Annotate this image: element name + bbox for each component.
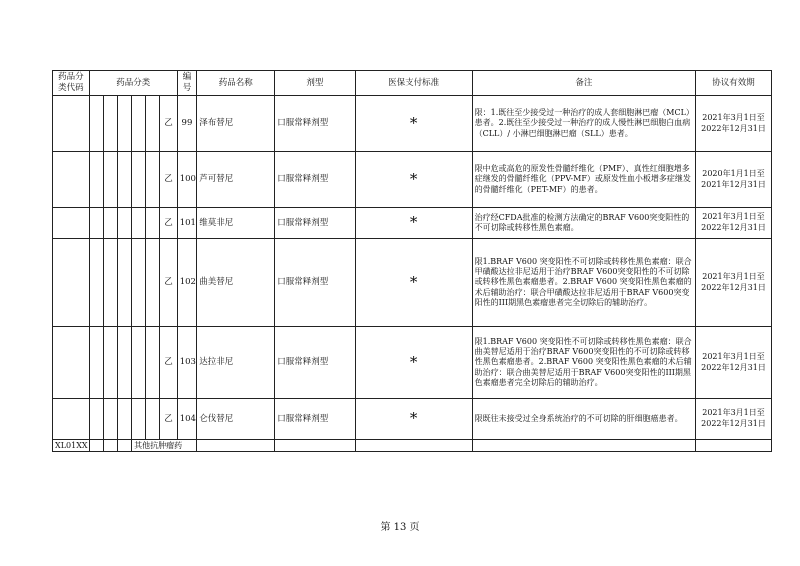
header-remarks: 备注 (472, 71, 695, 96)
insurance-standard-cell: * (355, 152, 472, 208)
valid-from: 2021年3月1日至 (702, 112, 765, 122)
insurance-standard-cell: * (355, 399, 472, 440)
validity-cell (696, 96, 772, 152)
header-row (53, 71, 772, 96)
grade-cell: 乙 (160, 399, 177, 440)
header-form: 剂型 (275, 71, 355, 96)
drug-list-table (52, 70, 772, 452)
table-row (53, 152, 772, 208)
dosage-form-cell: 口服常释剂型 (275, 327, 355, 399)
page-number: 第 13 页 (380, 522, 420, 533)
remarks-cell: 限1.BRAF V600 突变阳性不可切除或转移性黑色素瘤：联合甲磺酸达拉非尼适用于治疗BRAF V600突变阳性的不可切除或转移性黑色素瘤患者。2.BRAF V600 突变阳性黑色素瘤的术后辅助治疗：联合甲磺酸达拉非尼适用于BRAF V600突变阳性的III期黑色素瘤患者完全切除后的辅助治疗。 (472, 239, 695, 327)
remarks-cell: 限中危或高危的原发性骨髓纤维化（PMF）、真性红细胞增多症继发的骨髓纤维化（PPV-MF）或原发性血小板增多症继发的骨髓纤维化（PET-MF）的患者。 (472, 152, 695, 208)
grade-cell: 乙 (160, 208, 177, 239)
number-cell: 99 (177, 96, 197, 152)
valid-to: 2022年12月31日 (701, 362, 766, 372)
number-cell: 104 (177, 399, 197, 440)
number-cell: 103 (177, 327, 197, 399)
valid-from: 2020年1月1日至 (702, 168, 765, 178)
drug-name-cell: 仑伐替尼 (197, 399, 275, 440)
table-row (53, 327, 772, 399)
remarks-cell: 限既往未接受过全身系统治疗的不可切除的肝细胞癌患者。 (472, 399, 695, 440)
remarks-cell: 限：1.既往至少接受过一种治疗的成人套细胞淋巴瘤（MCL）患者。2.既往至少接受过一种治疗的成人慢性淋巴细胞白血病（CLL）/ 小淋巴细胞淋巴瘤（SLL）患者。 (472, 96, 695, 152)
header-category: 药品分类 (89, 71, 177, 96)
dosage-form-cell: 口服常释剂型 (275, 399, 355, 440)
valid-to: 2022年12月31日 (701, 282, 766, 292)
table-row (53, 399, 772, 440)
remarks-cell: 治疗经CFDA批准的检测方法确定的BRAF V600突变阳性的不可切除或转移性黑色素瘤。 (472, 208, 695, 239)
dosage-form-cell: 口服常释剂型 (275, 208, 355, 239)
drug-name-cell: 芦可替尼 (197, 152, 275, 208)
table-row (53, 208, 772, 239)
validity-cell (696, 152, 772, 208)
validity-cell (696, 208, 772, 239)
grade-cell: 乙 (160, 96, 177, 152)
category-label: 其他抗肿瘤药 (132, 440, 197, 452)
table-row (53, 96, 772, 152)
valid-to: 2022年12月31日 (701, 123, 766, 133)
header-code: 药品分类代码 (53, 71, 90, 96)
validity-cell (696, 399, 772, 440)
number-cell: 102 (177, 239, 197, 327)
grade-cell: 乙 (160, 239, 177, 327)
valid-to: 2022年12月31日 (701, 419, 766, 428)
drug-name-cell: 维莫非尼 (197, 208, 275, 239)
header-validity: 协议有效期 (696, 71, 772, 96)
insurance-standard-cell: * (355, 96, 472, 152)
header-name: 药品名称 (197, 71, 275, 96)
validity-cell (696, 239, 772, 327)
dosage-form-cell: 口服常释剂型 (275, 152, 355, 208)
insurance-standard-cell: * (355, 239, 472, 327)
header-insurance: 医保支付标准 (355, 71, 472, 96)
drug-name-cell: 达拉非尼 (197, 327, 275, 399)
number-cell: 101 (177, 208, 197, 239)
valid-from: 2021年3月1日至 (702, 212, 765, 222)
valid-from: 2021年3月1日至 (702, 271, 765, 281)
drug-name-cell: 泽布替尼 (197, 96, 275, 152)
grade-cell: 乙 (160, 152, 177, 208)
valid-from: 2021年3月1日至 (702, 408, 765, 418)
dosage-form-cell: 口服常释剂型 (275, 239, 355, 327)
insurance-standard-cell: * (355, 208, 472, 239)
insurance-standard-cell: * (355, 327, 472, 399)
grade-cell: 乙 (160, 327, 177, 399)
table-row (53, 239, 772, 327)
drug-name-cell: 曲美替尼 (197, 239, 275, 327)
validity-cell (696, 327, 772, 399)
remarks-cell: 限1.BRAF V600 突变阳性不可切除或转移性黑色素瘤：联合曲美替尼适用于治疗BRAF V600突变阳性的不可切除或转移性黑色素瘤患者。2.BRAF V600 突变阳性黑色素瘤的术后辅助治疗：联合曲美替尼适用于BRAF V600突变阳性的III期黑色素瘤患者完全切除后的辅助治疗。 (472, 327, 695, 399)
dosage-form-cell: 口服常释剂型 (275, 96, 355, 152)
valid-to: 2021年12月31日 (701, 179, 766, 189)
number-cell: 100 (177, 152, 197, 208)
valid-from: 2021年3月1日至 (702, 351, 765, 361)
valid-to: 2022年12月31日 (701, 223, 766, 232)
category-row (53, 440, 772, 452)
category-code: XL01XX (53, 440, 90, 452)
header-number: 编号 (177, 71, 197, 96)
